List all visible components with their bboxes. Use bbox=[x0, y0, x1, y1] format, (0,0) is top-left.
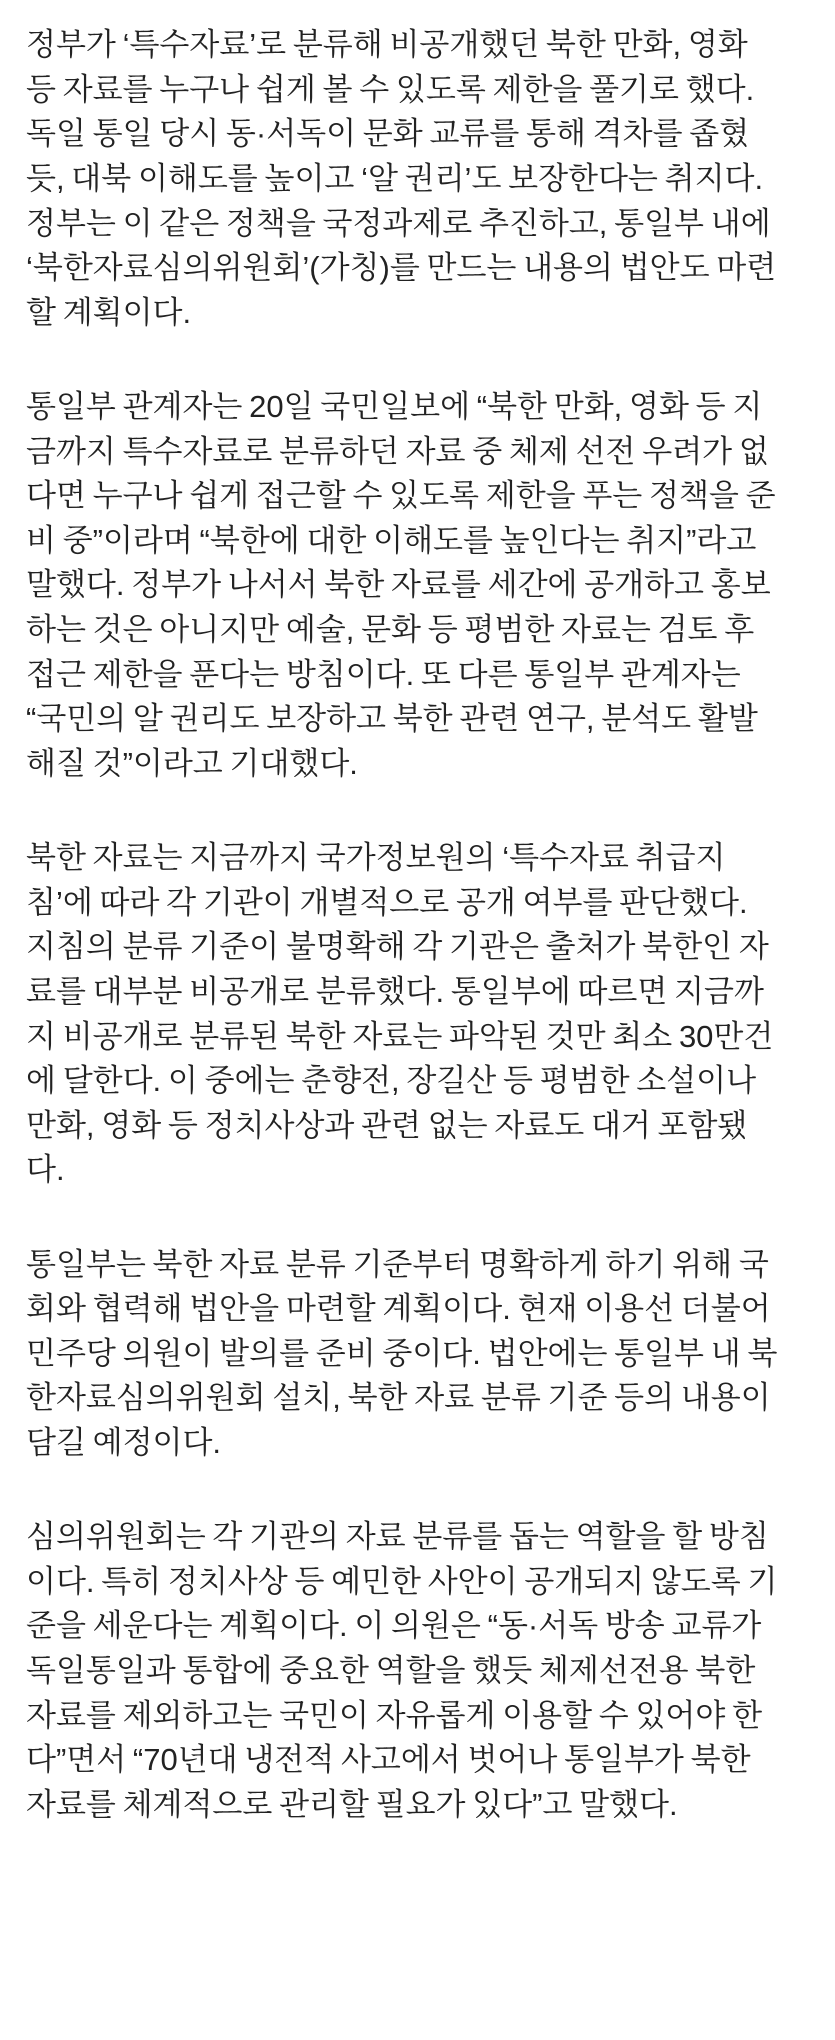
article-line: 침’에 따라 각 기관이 개별적으로 공개 여부를 판단했다. bbox=[26, 884, 748, 920]
article-line: 할 계획이다. bbox=[26, 294, 192, 330]
article-paragraph bbox=[26, 1243, 835, 1466]
article-line: 해질 것”이라고 기대했다. bbox=[26, 745, 358, 781]
article-line: 민주당 의원이 발의를 준비 중이다. 법안에는 통일부 내 북 bbox=[26, 1335, 778, 1371]
article-line: 말했다. 정부가 나서서 북한 자료를 세간에 공개하고 홍보 bbox=[26, 567, 771, 603]
article-line: 지침의 분류 기준이 불명확해 각 기관은 출처가 북한인 자 bbox=[26, 929, 769, 965]
article-line: 하는 것은 아니지만 예술, 문화 등 평범한 자료는 검토 후 bbox=[26, 612, 755, 647]
article-line: 다면 누구나 쉽게 접근할 수 있도록 제한을 푸는 정책을 준 bbox=[26, 478, 776, 514]
article-line: 정부가 ‘특수자료’로 분류해 비공개했던 북한 만화, 영화 bbox=[26, 27, 748, 62]
article-line: 다. bbox=[26, 1152, 65, 1188]
article-line: 통일부 관계자는 20일 국민일보에 “북한 만화, 영화 등 지 bbox=[26, 388, 763, 424]
article-paragraph bbox=[26, 23, 835, 335]
article-line: 준을 세운다는 계획이다. 이 의원은 “동·서독 방송 교류가 bbox=[26, 1608, 762, 1644]
article-line: ‘북한자료심의위원회’(가칭)를 만드는 내용의 법안도 마련 bbox=[26, 250, 777, 286]
article-paragraph bbox=[26, 1515, 835, 1827]
article-line: 듯, 대북 이해도를 높이고 ‘알 권리’도 보장한다는 취지다. bbox=[26, 160, 764, 196]
article-line: 에 달한다. 이 중에는 춘향전, 장길산 등 평범한 소설이나 bbox=[26, 1063, 757, 1099]
article-line: 비 중”이라며 “북한에 대한 이해도를 높인다는 취지”라고 bbox=[26, 522, 757, 558]
article-line: 만화, 영화 등 정치사상과 관련 없는 자료도 대거 포함됐 bbox=[26, 1107, 748, 1143]
article-line: 북한 자료는 지금까지 국가정보원의 ‘특수자료 취급지 bbox=[26, 840, 726, 875]
article-line: 독일통일과 통합에 중요한 역할을 했듯 체제선전용 북한 bbox=[26, 1653, 756, 1688]
article-line: 독일 통일 당시 동·서독이 문화 교류를 통해 격차를 좁혔 bbox=[26, 116, 750, 152]
article-line: 심의위원회는 각 기관의 자료 분류를 돕는 역할을 할 방침 bbox=[26, 1519, 769, 1555]
article-line: “국민의 알 권리도 보장하고 북한 관련 연구, 분석도 활발 bbox=[26, 701, 758, 737]
article-line: 금까지 특수자료로 분류하던 자료 중 체제 선전 우려가 없 bbox=[26, 433, 769, 469]
article-line: 접근 제한을 푼다는 방침이다. 또 다른 통일부 관계자는 bbox=[26, 656, 741, 692]
article-line: 한자료심의위원회 설치, 북한 자료 분류 기준 등의 내용이 bbox=[26, 1380, 771, 1416]
article-line: 정부는 이 같은 정책을 국정과제로 추진하고, 통일부 내에 bbox=[26, 205, 771, 241]
article-line: 자료를 제외하고는 국민이 자유롭게 이용할 수 있어야 한 bbox=[26, 1697, 763, 1733]
article-paragraph bbox=[26, 836, 835, 1193]
article-paragraph bbox=[26, 385, 835, 787]
article-line: 담길 예정이다. bbox=[26, 1425, 222, 1460]
article-line: 이다. 특히 정치사상 등 예민한 사안이 공개되지 않도록 기 bbox=[26, 1563, 778, 1599]
article-line: 통일부는 북한 자료 분류 기준부터 명확하게 하기 위해 국 bbox=[26, 1246, 769, 1282]
article-line: 회와 협력해 법안을 마련할 계획이다. 현재 이용선 더불어 bbox=[26, 1291, 771, 1327]
article-line: 다”면서 “70년대 냉전적 사고에서 벗어나 통일부가 북한 bbox=[26, 1742, 751, 1778]
article-line: 자료를 체계적으로 관리할 필요가 있다”고 말했다. bbox=[26, 1786, 678, 1822]
article-line: 등 자료를 누구나 쉽게 볼 수 있도록 제한을 풀기로 했다. bbox=[26, 71, 755, 107]
article-line: 료를 대부분 비공개로 분류했다. 통일부에 따르면 지금까 bbox=[26, 973, 764, 1009]
article-line: 지 비공개로 분류된 북한 자료는 파악된 것만 최소 30만건 bbox=[26, 1018, 774, 1054]
